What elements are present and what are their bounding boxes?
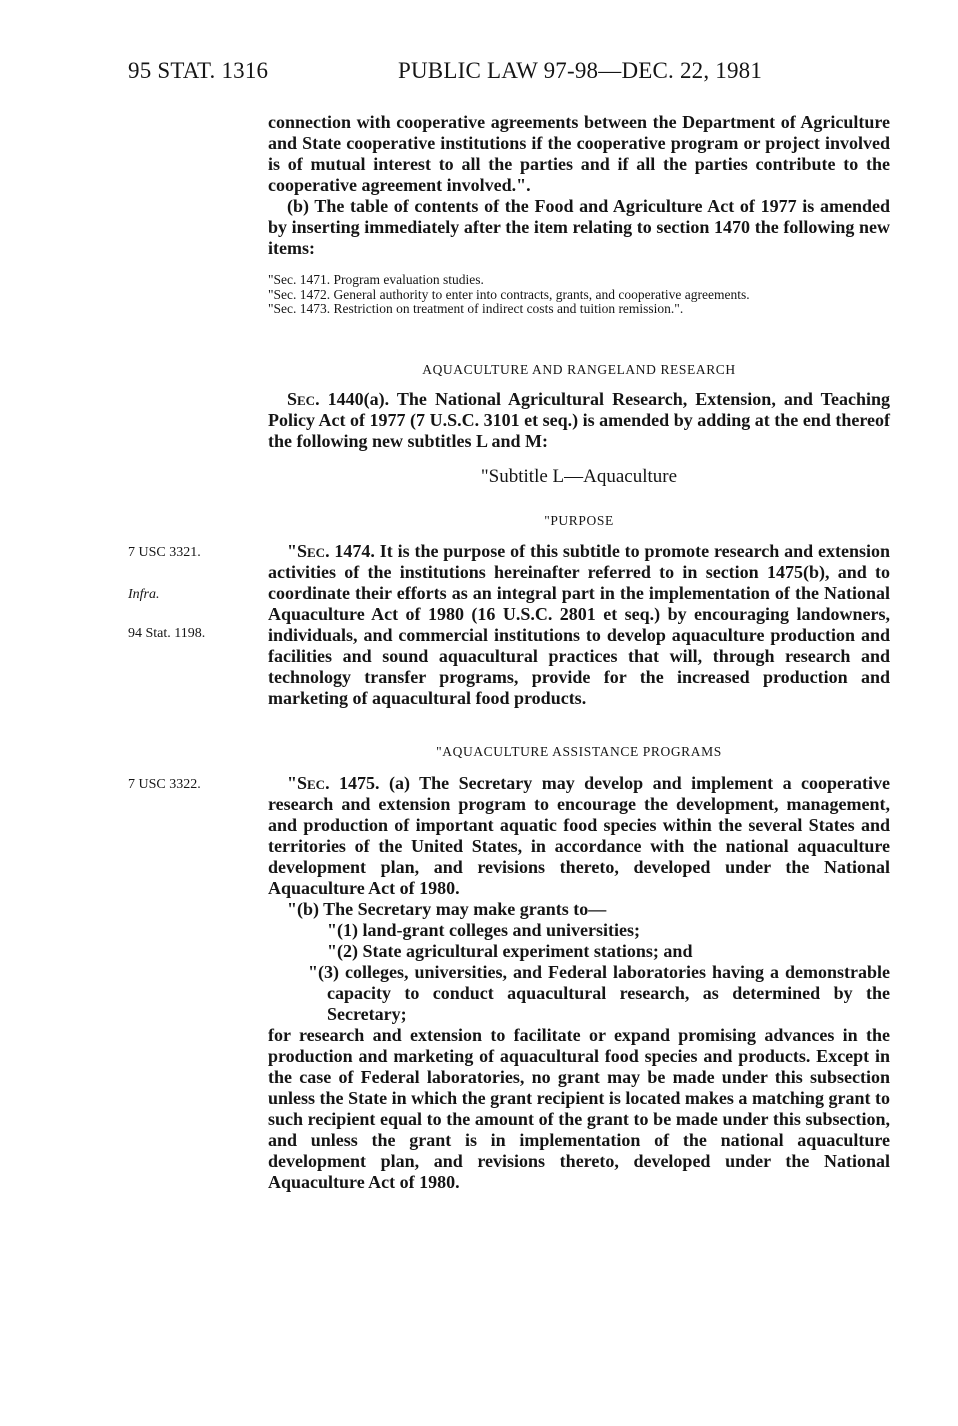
running-header: PUBLIC LAW 97-98—DEC. 22, 1981: [398, 58, 763, 83]
body-block-1: [268, 112, 890, 259]
closing-paragraph: for research and extension to facilitate or expand promising advances in the production and marketing of aquacultural food species and products. Except in the case of Federal laboratories, no grant may be made under this subsection unless the State in which the grant recipient is located makes a matching grant to such recipient equal to the amount of the grant to be made under this subsection, and unless the grant is in implementation of the national aquaculture development plan, and revisions thereto, developed under the National Aquaculture Act of 1980.: [268, 1025, 890, 1192]
sec-1474-text: 1474. It is the purpose of this subtitle to promote research and extension activities of the institutions hereinafter referred to in section 1475(b), and to coordinate their efforts as an integral part in the implementation of the National Aquaculture Act of 1980 (16 U.S.C. 2801 et seq.) by encouraging landowners, individuals, and commercial institutions to develop aquaculture production and facilities and sound aquacultural practices that will, through research and technology transfer programs, provide for the increased production and marketing of aquacultural food products.: [268, 541, 890, 708]
assistance-programs-heading: "AQUACULTURE ASSISTANCE PROGRAMS: [436, 744, 722, 759]
sec-1475-text: 1475. (a) The Secretary may develop and implement a cooperative research and extension program to encourage the development, management, and production of important aquatic food species within the several States and territories of the United States, in accordance with the national aquaculture development plan, and revisions thereto, developed under the National Aquaculture Act of 1980.: [268, 773, 890, 898]
list-item: "(1) land-grant colleges and universities;: [327, 920, 640, 940]
table-of-contents-amendment: (b) The table of contents of the Food and Agriculture Act of 1977 is amended by inserting immediately after the item relating to section 1470 the following new items:: [268, 196, 890, 258]
purpose-heading: "PURPOSE: [544, 513, 614, 528]
margin-note-usc-3322: 7 USC 3322.: [128, 777, 201, 792]
margin-note-infra: Infra.: [128, 587, 160, 602]
toc-items: [268, 273, 890, 317]
page-stat-citation: 95 STAT. 1316: [128, 58, 269, 83]
list-item: "(2) State agricultural experiment stations; and: [327, 941, 693, 961]
section-heading-aquaculture-rangeland: AQUACULTURE AND RANGELAND RESEARCH: [422, 362, 736, 377]
subsection-b: "(b) The Secretary may make grants to—: [287, 899, 607, 919]
toc-item: "Sec. 1472. General authority to enter into contracts, grants, and cooperative agreements.: [268, 286, 750, 302]
list-item: "(3) colleges, universities, and Federal laboratories having a demonstrable capacity to conduct aquacultural research, as determined by the Secretary;: [308, 962, 890, 1024]
sec-label: "Sec.: [287, 541, 330, 561]
continuation-paragraph: connection with cooperative agreements between the Department of Agriculture and State cooperative institutions if the cooperative program or project involved is of mutual interest to all the parties and if all the parties contribute to the cooperative agreement involved.".: [268, 112, 890, 195]
sec-1440: [268, 389, 890, 452]
sec-1474: [268, 541, 890, 709]
subtitle-l-heading: "Subtitle L—Aquaculture: [480, 466, 678, 487]
sec-1475: [268, 773, 890, 1193]
margin-note-usc-3321: 7 USC 3321.: [128, 545, 201, 560]
toc-item: "Sec. 1471. Program evaluation studies.: [268, 272, 484, 287]
sec-label: "Sec.: [287, 773, 330, 793]
toc-item: "Sec. 1473. Restriction on treatment of indirect costs and tuition remission.".: [268, 301, 684, 316]
sec-1440-text: 1440(a). The National Agricultural Research, Extension, and Teaching Policy Act of 1977 (7 U.S.C. 3101 et seq.) is amended by adding at the end thereof the following new subtitles L and M:: [268, 389, 891, 451]
margin-note-stat-1198: 94 Stat. 1198.: [128, 626, 206, 641]
sec-label: Sec.: [287, 389, 320, 409]
